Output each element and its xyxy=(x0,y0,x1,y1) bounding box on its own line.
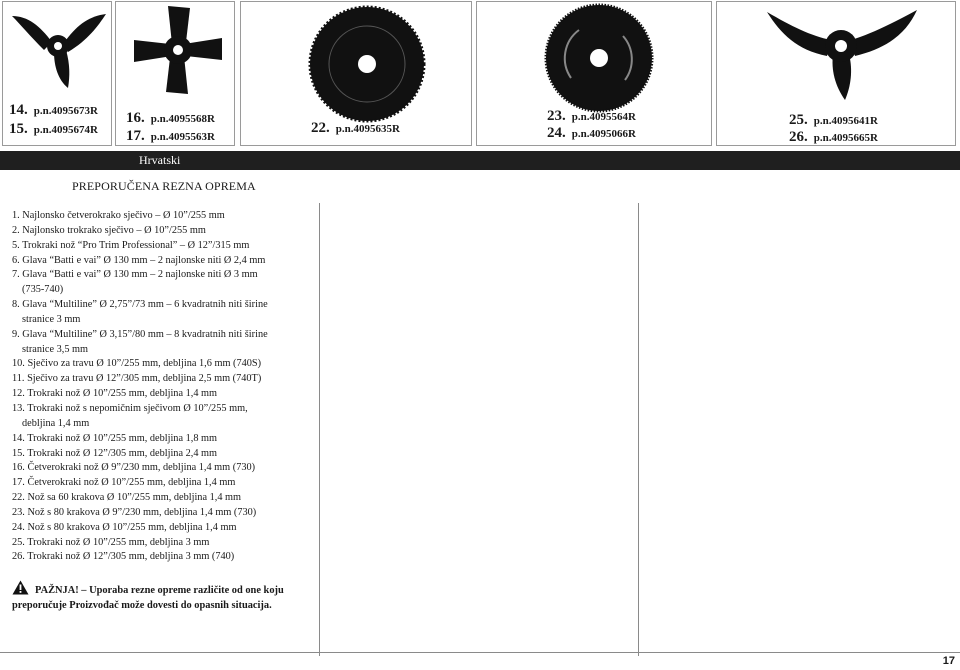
product-codes-14-15: 14. p.n.4095673R 15. p.n.4095674R xyxy=(9,102,98,137)
list-item: 26. Trokraki nož Ø 12”/305 mm, debljina 3 mm (740) xyxy=(12,551,235,563)
warning-text-line2: preporučuje Proizvođač može dovesti do opasnih situacija. xyxy=(12,600,272,611)
equipment-list xyxy=(12,209,312,565)
eighty-tooth-blade-icon xyxy=(543,2,655,114)
list-item: 23. Nož s 80 krakova Ø 9”/230 mm, debljina 1,4 mm (730) xyxy=(12,506,257,518)
list-item: 15. Trokraki nož Ø 12”/305 mm, debljina 2,4 mm xyxy=(12,447,218,459)
warning-triangle-icon xyxy=(12,580,29,595)
three-arm-heavy-blade-icon xyxy=(751,4,931,104)
list-item: 17. Četverokraki nož Ø 10”/255 mm, debljina 1,4 mm xyxy=(12,477,236,489)
page-number: 17 xyxy=(942,655,955,667)
product-panel-22 xyxy=(240,1,472,146)
list-item: 1. Najlonsko četverokrako sječivo – Ø 10”/255 mm xyxy=(12,210,225,221)
warning-text-line1: PAŽNJA! – Uporaba rezne opreme različite od one koju xyxy=(35,585,284,596)
column-divider-2 xyxy=(638,203,639,656)
list-item: 10. Sječivo za travu Ø 10”/255 mm, debljina 1,6 mm (740S) xyxy=(12,358,262,370)
list-item: 16. Četverokraki nož Ø 9”/230 mm, debljina 1,4 mm (730) xyxy=(12,462,256,474)
language-label: Hrvatski xyxy=(139,153,181,167)
list-item: 14. Trokraki nož Ø 10”/255 mm, debljina 1,8 mm xyxy=(12,432,218,444)
list-item: 6. Glava “Batti e vai” Ø 130 mm – 2 najlonske niti Ø 2,4 mm xyxy=(12,254,266,266)
list-item: 2. Najlonsko trokrako sječivo – Ø 10”/255 mm xyxy=(12,224,206,236)
list-item: (735-740) xyxy=(22,284,64,296)
product-codes-22: 22. p.n.4095635R xyxy=(311,120,400,136)
four-arm-blade-icon xyxy=(120,2,232,102)
product-codes-25-26: 25. p.n.4095641R 26. p.n.4095665R xyxy=(789,112,878,145)
product-panel-16-17 xyxy=(115,1,235,146)
product-codes-16-17: 16. p.n.4095568R 17. p.n.4095563R xyxy=(126,110,215,144)
list-item: 11. Sječivo za travu Ø 12”/305 mm, debljina 2,5 mm (740T) xyxy=(12,373,262,385)
list-item: 8. Glava “Multiline” Ø 2,75”/73 mm – 6 kvadratnih niti širine xyxy=(12,299,268,311)
list-item: 22. Nož sa 60 krakova Ø 10”/255 mm, debljina 1,4 mm xyxy=(12,492,242,504)
list-item: stranice 3 mm xyxy=(22,313,81,325)
product-panel-14-15 xyxy=(2,1,112,146)
warning-note xyxy=(12,580,312,613)
sixty-tooth-blade-icon xyxy=(307,4,427,124)
list-item: 13. Trokraki nož s nepomičnim sječivom Ø 10”/255 mm, xyxy=(12,402,248,414)
column-divider-1 xyxy=(319,203,320,656)
list-item: debljina 1,4 mm xyxy=(22,417,90,429)
product-codes-23-24: 23. p.n.4095564R 24. p.n.4095066R xyxy=(547,108,636,141)
product-panel-25-26 xyxy=(716,1,956,146)
list-item: 5. Trokraki nož “Pro Trim Professional” – Ø 12”/315 mm xyxy=(12,239,250,251)
list-item: 25. Trokraki nož Ø 10”/255 mm, debljina 3 mm xyxy=(12,536,210,548)
list-item: 7. Glava “Batti e vai” Ø 130 mm – 2 najlonske niti Ø 3 mm xyxy=(12,269,258,281)
list-item: 12. Trokraki nož Ø 10”/255 mm, debljina 1,4 mm xyxy=(12,388,218,400)
list-item: 24. Nož s 80 krakova Ø 10”/255 mm, debljina 1,4 mm xyxy=(12,521,237,533)
product-panel-23-24 xyxy=(476,1,712,146)
section-title: PREPORUČENA REZNA OPREMA xyxy=(72,179,256,193)
three-arm-blade-icon xyxy=(5,6,111,90)
list-item: stranice 3,5 mm xyxy=(22,343,89,355)
page-footer xyxy=(0,652,960,670)
list-item: 9. Glava “Multiline” Ø 3,15”/80 mm – 8 kvadratnih niti širine xyxy=(12,328,268,340)
